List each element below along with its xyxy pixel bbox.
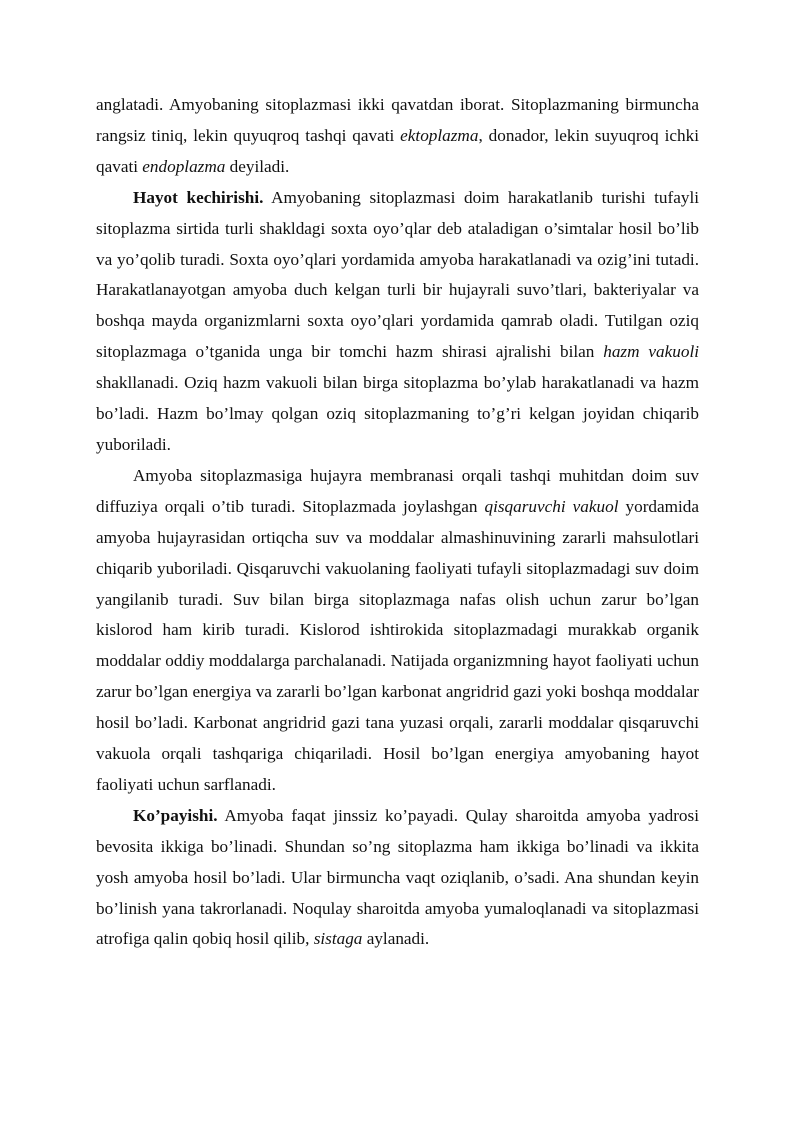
text-run: deyiladi. — [225, 156, 290, 176]
text-run: , donador, lekin suyuqroq ichki qavati — [96, 125, 699, 176]
text-run: Amyobaning sitoplazmasi doim harakatlanib turishi tufayli sitoplazma sirtida turli shakldagi soxta oyo’qlar deb ataladigan o’simtalar hosil bo’lib va yo’qolib turadi. Soxta oyo’qlari yordamida amyoba harakatlanadi va ozig’ini tutadi. Harakatlanayotgan amyoba duch kelgan turli bir hujayrali suvo’tlari, bakteriyalar va boshqa mayda organizmlarni soxta oyo’qlari yordamida qamrab oladi. Tutilgan oziq sitoplazmaga o’tganida unga bir tomchi hazm shirasi ajralishi bilan — [96, 187, 700, 362]
term-ektoplazma: ektoplazma — [400, 125, 479, 145]
term-sistaga: sistaga — [313, 929, 363, 949]
text-run: shakllanadi. Oziq hazm vakuoli bilan birga sitoplazma bo’ylab harakatlanadi va hazm bo’ladi. Hazm bo’lmay qolgan oziq sitoplazmaning to’g’ri kelgan joyidan chiqarib yuboriladi. — [96, 373, 699, 454]
document-page — [96, 90, 699, 955]
term-endoplazma: endoplazma — [142, 156, 226, 176]
text-run: Amyoba faqat jinssiz ko’payadi. Qulay sharoitda amyoba yadrosi bevosita ikkiga bo’linadi. Shundan so’ng sitoplazma ham ikkiga bo’linadi va ikkita yosh amyoba hosil bo’ladi. Ular birmuncha vaqt oziqlanib, o’sadi. Ana shundan keyin bo’linish yana takrorlanadi. Noqulay sharoitda amyoba yumaloqlanadi va sitoplazmasi atrofiga qalin qobiq hosil qilib, — [96, 805, 699, 949]
section-heading-hayot-kechirishi: Hayot kechirishi. — [133, 187, 264, 207]
text-run: Amyoba sitoplazmasiga hujayra membranasi orqali tashqi muhitdan doim suv diffuziya orqali o’tib turadi. Sitoplazmada joylashgan — [96, 465, 699, 516]
paragraph-kopayishi — [96, 801, 699, 956]
paragraph-intro — [96, 90, 699, 183]
section-heading-kopayishi: Ko’payishi. — [133, 805, 218, 825]
text-run: aylanadi. — [362, 929, 430, 949]
text-run: anglatadi. Amyobaning sitoplazmasi ikki qavatdan iborat. Sitoplazmaning birmuncha rangsiz tiniq, lekin quyuqroq tashqi qavati — [96, 95, 699, 145]
term-qisqaruvchi-vakuol: qisqaruvchi vakuol — [484, 496, 619, 516]
paragraph-hayot-kechirishi — [96, 183, 699, 461]
text-run: yordamida amyoba hujayrasidan ortiqcha suv va moddalar almashinuvining zararli mahsulotlari chiqarib yuboriladi. Qisqaruvchi vakuolaning faoliyati tufayli sitoplazmadagi suv doim yangilanib turadi. Suv bilan birga sitoplazmaga nafas olish uchun zarur bo’lgan kislorod ham kirib turadi. Kislorod ishtirokida sitoplazmadagi murakkab organik moddalar oddiy moddalarga parchalanadi. Natijada organizmning hayot faoliyati uchun zarur bo’lgan energiya va zararli bo’lgan karbonat angridrid gazi yoki boshqa moddalar hosil bo’ladi. Karbonat angridrid gazi tana yuzasi orqali, zararli moddalar qisqaruvchi vakuola orqali tashqariga chiqariladi. Hosil bo’lgan energiya amyobaning hayot faoliyati uchun sarflanadi. — [96, 496, 700, 794]
term-hazm-vakuoli: hazm vakuoli — [603, 342, 699, 362]
paragraph-qisqaruvchi-vakuol — [96, 461, 699, 801]
